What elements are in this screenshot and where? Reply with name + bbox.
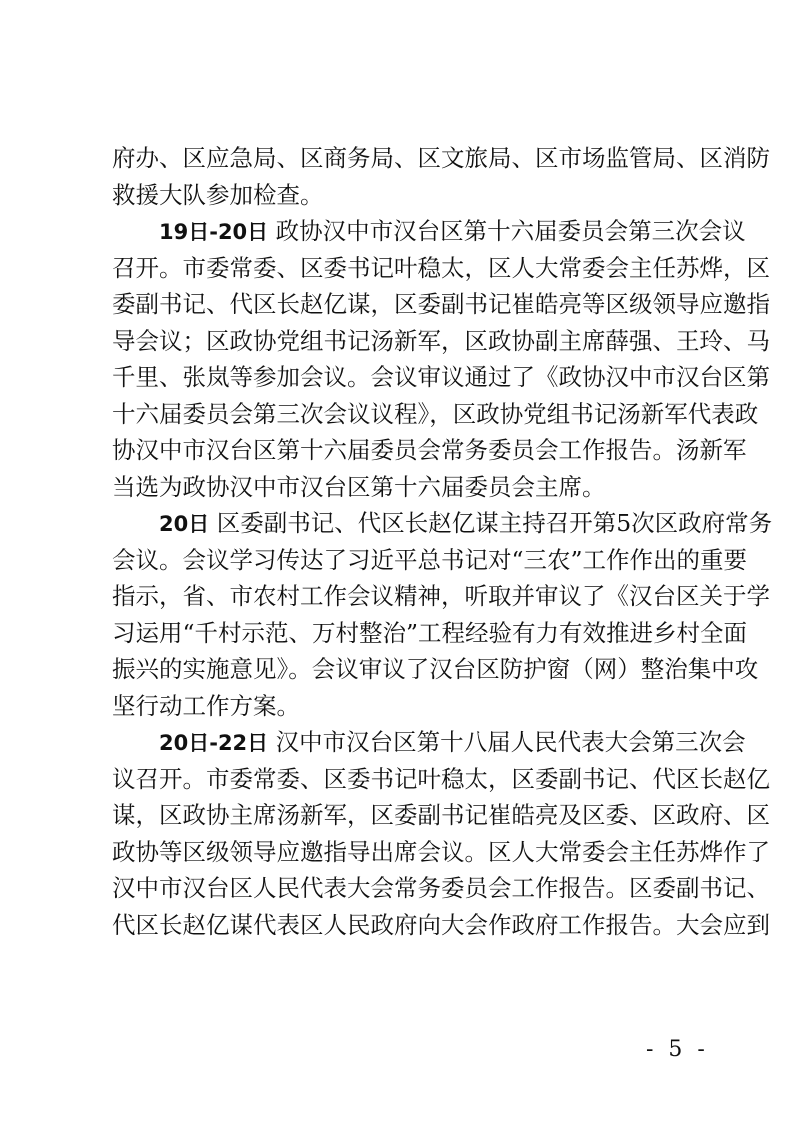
line-text: 召开。市委常委、区委书记叶稳太，区人大常委会主任苏烨，区: [112, 253, 770, 282]
text-line: [112, 870, 770, 907]
line-text: 十六届委员会第三次会议议程》，区政协党组书记汤新军代表政: [112, 399, 759, 428]
line-text: 区委副书记、代区长赵亿谋主持召开第5次区政府常务: [209, 509, 773, 537]
text-line: [112, 651, 759, 688]
text-line: [112, 615, 748, 652]
line-text: 救援大队参加检查。: [112, 180, 324, 209]
text-line: [112, 250, 770, 287]
entry-date: 20日-22日: [159, 731, 269, 755]
line-text: 谋，区政协主席汤新军，区委副书记崔皓亮及区委、区政府、区: [112, 801, 770, 829]
page-number: - 5 -: [646, 1037, 709, 1062]
text-line: [112, 761, 770, 798]
text-line: [112, 578, 770, 615]
line-text: 指示，省、市农村工作会议精神，听取并审议了《汉台区关于学: [112, 582, 770, 610]
line-text: 政协等区级领导应邀指导出席会议。区人大常委会主任苏烨作了: [112, 837, 770, 866]
text-line: [112, 907, 770, 944]
text-line: [112, 688, 687, 725]
line-text: 习运用“千村示范、万村整治”工程经验有力有效推进乡村全面: [112, 618, 748, 647]
text-line: [112, 396, 759, 433]
text-line: [112, 359, 770, 396]
line-text: 府办、区应急局、区商务局、区文旅局、区市场监管局、区消防: [112, 144, 770, 172]
line-text: 坚行动工作方案。: [112, 691, 300, 720]
text-line: [112, 834, 770, 871]
entry-date: 19日-20日: [159, 220, 269, 244]
line-text: 委副书记、代区长赵亿谋，区委副书记崔皓亮等区级领导应邀指: [112, 290, 770, 318]
line-text: 汉中市汉台区人民代表大会常务委员会工作报告。区委副书记、: [112, 874, 770, 902]
body-text: [112, 140, 773, 943]
line-text: 政协汉中市汉台区第十六届委员会第三次会议: [268, 217, 746, 245]
line-text: 汉中市汉台区第十八届人民代表大会第三次会: [268, 728, 746, 756]
text-line: [112, 797, 770, 834]
text-line: [112, 432, 747, 469]
text-line: [112, 177, 687, 214]
line-text: 千里、张岚等参加会议。会议审议通过了《政协汉中市汉台区第: [112, 363, 770, 391]
text-line: [112, 469, 687, 506]
paragraph-start-line: [112, 213, 746, 250]
entry-date: 20日: [159, 512, 210, 536]
line-text: 协汉中市汉台区第十六届委员会常务委员会工作报告。汤新军: [112, 436, 747, 464]
line-text: 当选为政协汉中市汉台区第十六届委员会主席。: [112, 472, 606, 501]
paragraph-start-line: [112, 505, 773, 542]
text-line: [112, 140, 770, 177]
text-line: [112, 286, 770, 323]
line-text: 振兴的实施意见》。会议审议了汉台区防护窗（网）整治集中攻: [112, 655, 759, 683]
line-text: 会议。会议学习传达了习近平总书记对“三农”工作作出的重要: [112, 545, 748, 574]
text-line: [112, 323, 770, 360]
text-line: [112, 542, 748, 579]
line-text: 议召开。市委常委、区委书记叶稳太，区委副书记、代区长赵亿: [112, 764, 770, 793]
line-text: 导会议；区政协党组书记汤新军，区政协副主席薛强、王玲、马: [112, 326, 770, 355]
line-text: 代区长赵亿谋代表区人民政府向大会作政府工作报告。大会应到: [112, 910, 770, 939]
paragraph-start-line: [112, 724, 746, 761]
